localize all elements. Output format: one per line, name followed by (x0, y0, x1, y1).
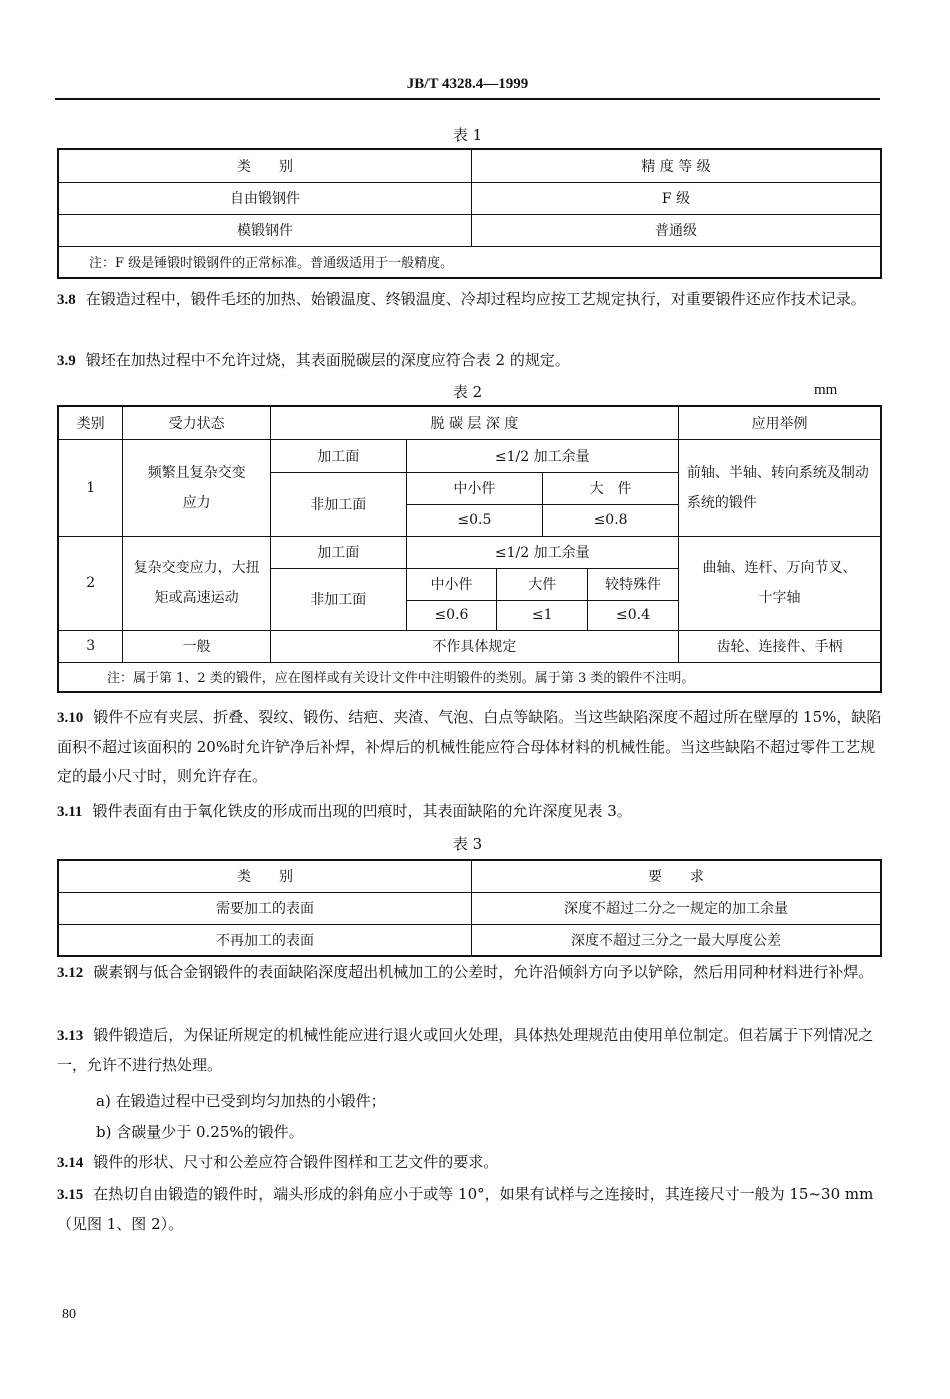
table3-cell: 深度不超过二分之一规定的加工余量 (472, 892, 882, 924)
table2-value: ≤1 (497, 600, 588, 630)
table2-value: ≤0.5 (406, 504, 543, 536)
clause-text: 在热切自由锻造的锻件时，端头形成的斜角应小于或等 10°，如果有试样与之连接时，其连接尺寸一般为 15~30 mm（见图 1、图 2）。 (57, 1185, 874, 1233)
table2-value: ≤0.8 (543, 504, 679, 536)
paragraph-3-8 (57, 285, 883, 315)
table2-subheader: 较特殊件 (588, 568, 679, 600)
table2-example: 前轴、半轴、转向系统及制动系统的锻件 (678, 439, 881, 536)
table3-caption: 表 3 (452, 835, 483, 853)
clause-number: 3.9 (57, 353, 76, 369)
paragraph-3-14 (57, 1148, 883, 1178)
clause-text: 锻件锻造后，为保证所规定的机械性能应进行退火或回火处理，具体热处理规范由使用单位制定。但若属于下列情况之一，允许不进行热处理。 (57, 1026, 874, 1074)
clause-number: 3.15 (57, 1187, 84, 1203)
table2-value: ≤0.4 (588, 600, 679, 630)
table2-surface: 加工面 (270, 439, 406, 472)
paragraph-3-15 (57, 1180, 883, 1239)
table1-cell: 自由锻钢件 (58, 182, 472, 214)
table2-category: 2 (58, 536, 123, 630)
table2-example: 齿轮、连接件、手柄 (678, 630, 881, 662)
table1-cell: 模锻钢件 (58, 214, 472, 246)
clause-number: 3.13 (57, 1028, 84, 1044)
table2-header-depth: 脱 碳 层 深 度 (270, 406, 678, 439)
table3 (57, 859, 882, 957)
table2-value: 不作具体规定 (270, 630, 678, 662)
paragraph-3-12 (57, 958, 883, 988)
table2-category: 1 (58, 439, 123, 536)
table2-unit: mm (814, 382, 838, 398)
clause-text: 锻件不应有夹层、折叠、裂纹、锻伤、结疤、夹渣、气泡、白点等缺陷。当这些缺陷深度不超过所在壁厚的 15%，缺陷面积不超过该面积的 20%时允许铲净后补焊，补焊后的机械性能应符合母体材料的机械性能。当这些缺陷不超过零件工艺规定的最小尺寸时，则允许存在。 (57, 708, 882, 785)
table1-note: 注：F 级是锤锻时锻钢件的正常标准。普通级适用于一般精度。 (58, 246, 881, 278)
table1-caption: 表 1 (452, 126, 483, 144)
table2-note: 注：属于第 1、2 类的锻件，应在图样或有关设计文件中注明锻件的类别。属于第 3 类的锻件不注明。 (58, 662, 881, 692)
table2 (57, 405, 882, 693)
list-item-a: a) 在锻造过程中已受到均匀加热的小锻件； (96, 1092, 386, 1110)
table2-value: ≤1/2 加工余量 (406, 536, 678, 568)
table1 (57, 148, 882, 279)
clause-text: 锻件表面有由于氧化铁皮的形成而出现的凹痕时，其表面缺陷的允许深度见表 3。 (92, 802, 632, 820)
table2-stress: 复杂交变应力，大扭矩或高速运动 (123, 536, 271, 630)
document-header: JB/T 4328.4—1999 (406, 76, 529, 92)
clause-number: 3.10 (57, 710, 84, 726)
table3-header-requirement: 要 求 (472, 860, 882, 892)
clause-number: 3.8 (57, 292, 76, 308)
table2-subheader: 中小件 (406, 472, 543, 504)
table3-header-category: 类 别 (58, 860, 472, 892)
table2-surface: 非加工面 (270, 472, 406, 536)
table1-header-category: 类 别 (58, 149, 472, 182)
header-rule (55, 98, 880, 100)
table2-example: 曲轴、连杆、万向节叉、十字轴 (678, 536, 881, 630)
clause-text: 在锻造过程中，锻件毛坯的加热、始锻温度、终锻温度、冷却过程均应按工艺规定执行，对重要锻件还应作技术记录。 (85, 290, 866, 308)
table2-subheader: 大 件 (543, 472, 679, 504)
table2-surface: 非加工面 (270, 568, 406, 630)
table2-value: ≤0.6 (406, 600, 497, 630)
table2-stress: 一般 (123, 630, 271, 662)
table1-header-grade: 精 度 等 级 (472, 149, 882, 182)
page-number: 80 (62, 1307, 76, 1322)
clause-number: 3.11 (57, 804, 83, 820)
table2-header-stress: 受力状态 (123, 406, 271, 439)
clause-text: 碳素钢与低合金钢锻件的表面缺陷深度超出机械加工的公差时，允许沿倾斜方向予以铲除，然后用同种材料进行补焊。 (93, 963, 874, 981)
table2-subheader: 中小件 (406, 568, 497, 600)
clause-number: 3.14 (57, 1155, 84, 1171)
paragraph-3-9 (57, 346, 883, 376)
table2-category: 3 (58, 630, 123, 662)
clause-text: 锻件的形状、尺寸和公差应符合锻件图样和工艺文件的要求。 (93, 1153, 499, 1171)
clause-text: 锻坯在加热过程中不允许过烧，其表面脱碳层的深度应符合表 2 的规定。 (85, 351, 570, 369)
table2-header-category: 类别 (58, 406, 123, 439)
paragraph-3-13 (57, 1021, 883, 1080)
table2-caption: 表 2 (452, 383, 483, 401)
table1-cell: F 级 (472, 182, 882, 214)
table3-cell: 不再加工的表面 (58, 924, 472, 956)
table2-stress: 频繁且复杂交变应力 (123, 439, 271, 536)
table2-surface: 加工面 (270, 536, 406, 568)
table2-value: ≤1/2 加工余量 (406, 439, 678, 472)
paragraph-3-10 (57, 703, 883, 791)
clause-number: 3.12 (57, 965, 84, 981)
list-item-b: b) 含碳量少于 0.25%的锻件。 (96, 1123, 304, 1141)
table1-cell: 普通级 (472, 214, 882, 246)
table2-subheader: 大件 (497, 568, 588, 600)
table2-header-example: 应用举例 (678, 406, 881, 439)
table3-cell: 深度不超过三分之一最大厚度公差 (472, 924, 882, 956)
paragraph-3-11 (57, 797, 883, 827)
table3-cell: 需要加工的表面 (58, 892, 472, 924)
